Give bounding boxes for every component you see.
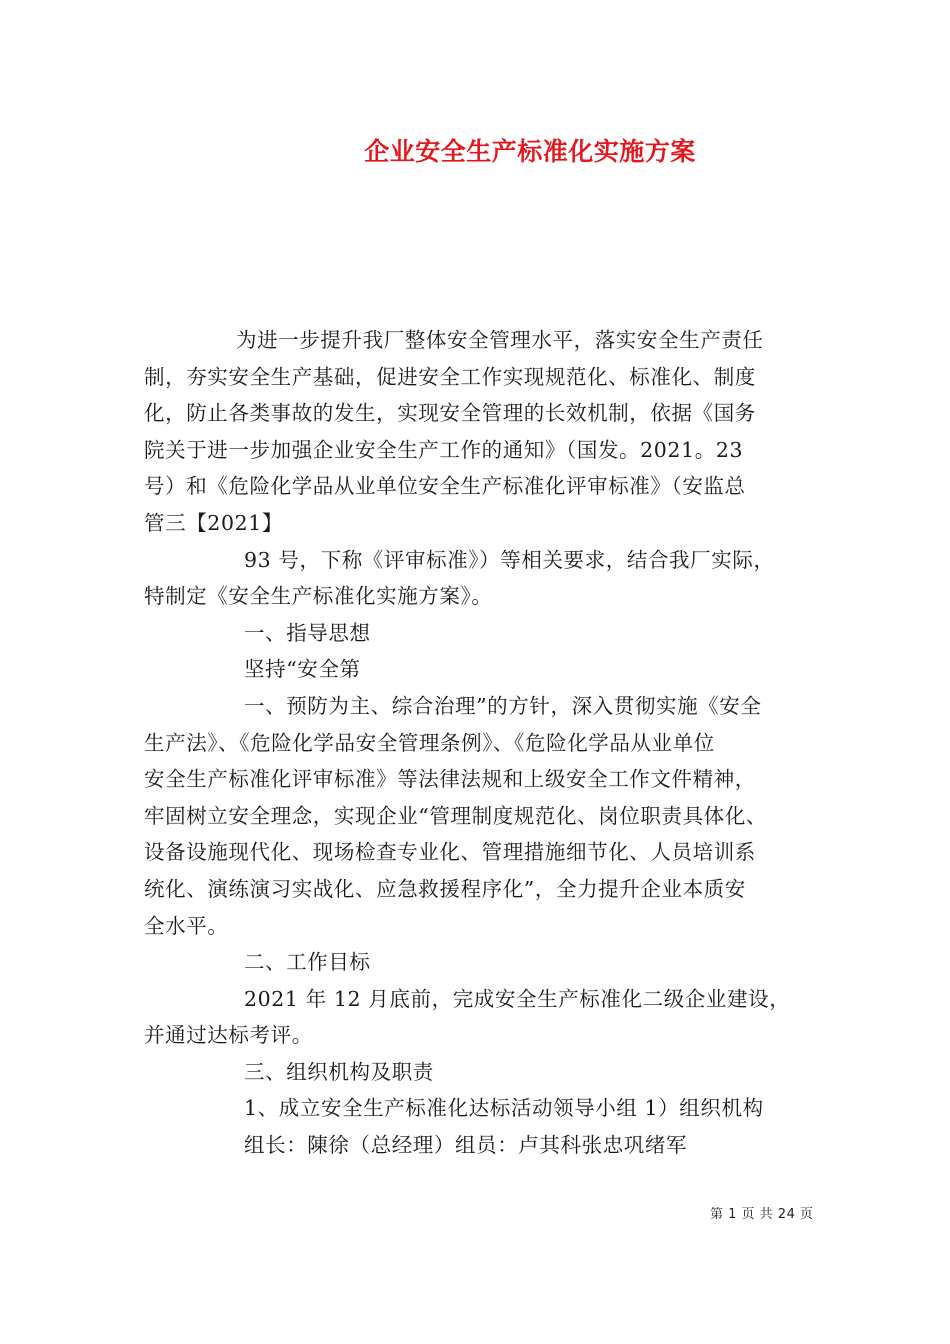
body-line: 并通过达标考评。 [144, 1023, 313, 1048]
body-line: 全水平。 [144, 913, 229, 938]
body-line: 管三【2021】 [144, 510, 283, 535]
body-line: 院关于进一步加强企业安全生产工作的通知》（国发。2021。23 [144, 437, 744, 462]
body-line: 为进一步提升我厂整体安全管理水平，落实安全生产责任 [236, 328, 764, 352]
section-heading: 三、组织机构及职责 [244, 1059, 434, 1084]
body-line: 组长：陳徐（总经理）组员：卢其科张忠巩绪军 [244, 1133, 688, 1158]
body-line: 一、预防为主、综合治理”的方针，深入贯彻实施《安全 [244, 693, 762, 718]
body-line: 生产法》、《危险化学品安全管理条例》、《危险化学品从业单位 [144, 730, 715, 755]
body-line: 2021 年 12 月底前，完成安全生产标准化二级企业建设， [244, 986, 791, 1011]
body-line: 化，防止各类事故的发生，实现安全管理的长效机制，依据《国务 [144, 401, 756, 426]
body-line: 号）和《危险化学品从业单位安全生产标准化评审标准》（安监总 [144, 474, 746, 499]
section-heading: 一、指导思想 [244, 620, 371, 645]
body-line: 特制定《安全生产标准化实施方案》。 [144, 584, 493, 609]
body-line: 设备设施现代化、现场检查专业化、管理措施细节化、人员培训系 [144, 840, 756, 865]
body-line: 安全生产标准化评审标准》等法律法规和上级安全工作文件精神， [144, 767, 756, 792]
body-line: 93 号，下称《评审标准》）等相关要求，结合我厂实际， [244, 547, 775, 572]
body-line: 统化、演练演习实战化、应急救援程序化”，全力提升企业本质安 [144, 876, 746, 901]
body-line: 牢固树立安全理念，实现企业“管理制度规范化、岗位职责具体化、 [144, 803, 767, 828]
body-line: 坚持“安全第 [244, 657, 361, 682]
document-body [144, 322, 809, 1164]
body-line: 制，夯实安全生产基础，促进安全工作实现规范化、标准化、制度 [144, 364, 756, 389]
section-heading: 二、工作目标 [244, 950, 371, 975]
document-title: 企业安全生产标准化实施方案 [364, 137, 696, 166]
page-number-footer: 第 1 页 共 24 页 [710, 1207, 814, 1222]
body-line: 1、成立安全生产标准化达标活动领导小组 1）组织机构 [244, 1096, 764, 1121]
